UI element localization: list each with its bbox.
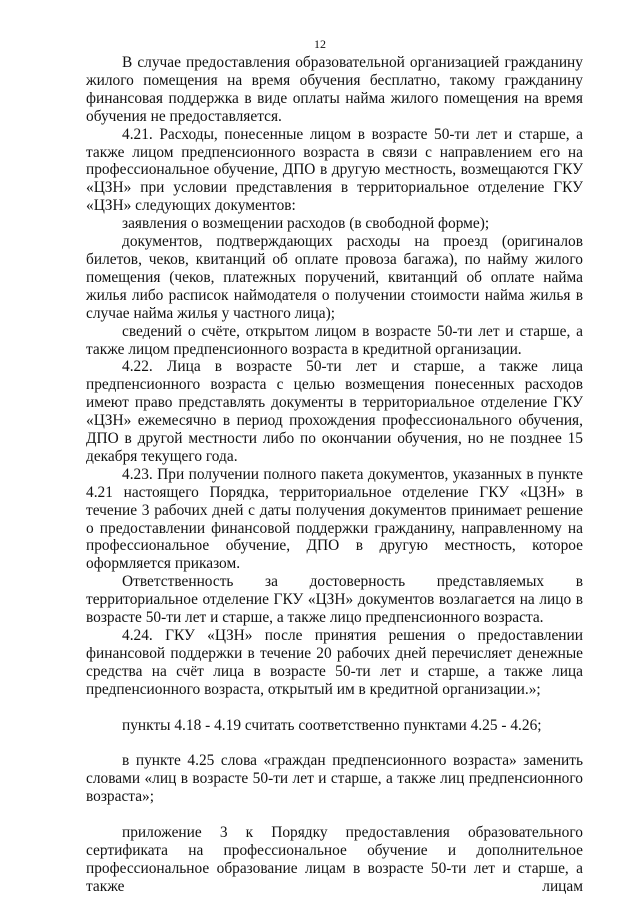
paragraph-appendix-3: приложение 3 к Порядку предоставления образовательного сертификата на профессиональное обучение и дополнительное профессиональное образование лицам в возрасте 50-ти лет и старше, а также лицам: [86, 823, 583, 895]
list-item-account-details: сведений о счёте, открытом лицом в возрасте 50-ти лет и старше, а также лицом предпенсионного возраста в кредитной организации.: [86, 322, 583, 358]
paragraph-renumbering: пункты 4.18 - 4.19 считать соответственно пунктами 4.25 - 4.26;: [122, 716, 542, 734]
paragraph-4-24: 4.24. ГКУ «ЦЗН» после принятия решения о предоставлении финансовой поддержки в течение 20 рабочих дней перечисляет денежные средства на счёт лица в возрасте 50-ти лет и старше, а также лица предпенсионного возраста, открытый им в кредитной организации.»;: [86, 627, 583, 698]
paragraph-responsibility: Ответственность за достоверность представляемых в территориальное отделение ГКУ «ЦЗН» документов возлагается на лицо в возрасте 50-ти лет и старше, а также лицо предпенсионного возраста.: [86, 573, 583, 627]
document-body: [86, 54, 583, 896]
paragraph-free-housing: В случае предоставления образовательной организацией гражданину жилого помещения на время обучения бесплатно, такому гражданину финансовая поддержка в виде оплаты найма жилого помещения на время обучения не предоставляется.: [86, 54, 583, 125]
page-number: 12: [314, 37, 326, 51]
list-item-expense-documents: документов, подтверждающих расходы на проезд (оригиналов билетов, чеков, квитанций об оплате провоза багажа), по найму жилого помещения (чеков, платежных поручений, квитанций об оплате найма жилья либо расписок наймодателя о получении стоимости найма жилья в случае найма жилья у частного лица);: [86, 233, 583, 322]
list-item-application: заявления о возмещении расходов (в свободной форме);: [122, 215, 490, 233]
paragraph-4-22: 4.22. Лица в возрасте 50-ти лет и старше, а также лица предпенсионного возраста с целью возмещения понесенных расходов имеют право представлять документы в территориальное отделение ГКУ «ЦЗН» ежемесячно в период прохождения профессионального обучения, ДПО в другой местности либо по окончании обучения, но не позднее 15 декабря текущего года.: [86, 358, 583, 465]
paragraph-amendment-4-25: в пункте 4.25 слова «граждан предпенсионного возраста» заменить словами «лиц в возрасте 50-ти лет и старше, а также лиц предпенсионного возраста»;: [86, 752, 583, 806]
paragraph-4-21: 4.21. Расходы, понесенные лицом в возрасте 50-ти лет и старше, а также лицом предпенсионного возраста в связи с направлением его на профессиональное обучение, ДПО в другую местность, возмещаются ГКУ «ЦЗН» при условии представления в территориальное отделение ГКУ «ЦЗН» следующих документов:: [86, 125, 583, 215]
paragraph-4-23: 4.23. При получении полного пакета документов, указанных в пункте 4.21 настоящего Порядка, территориальное отделение ГКУ «ЦЗН» в течение 3 рабочих дней с даты получения документов принимает решение о предоставлении финансовой поддержки гражданину, направленному на профессиональное обучение, ДПО в другую местность, которое оформляется приказом.: [86, 465, 583, 573]
